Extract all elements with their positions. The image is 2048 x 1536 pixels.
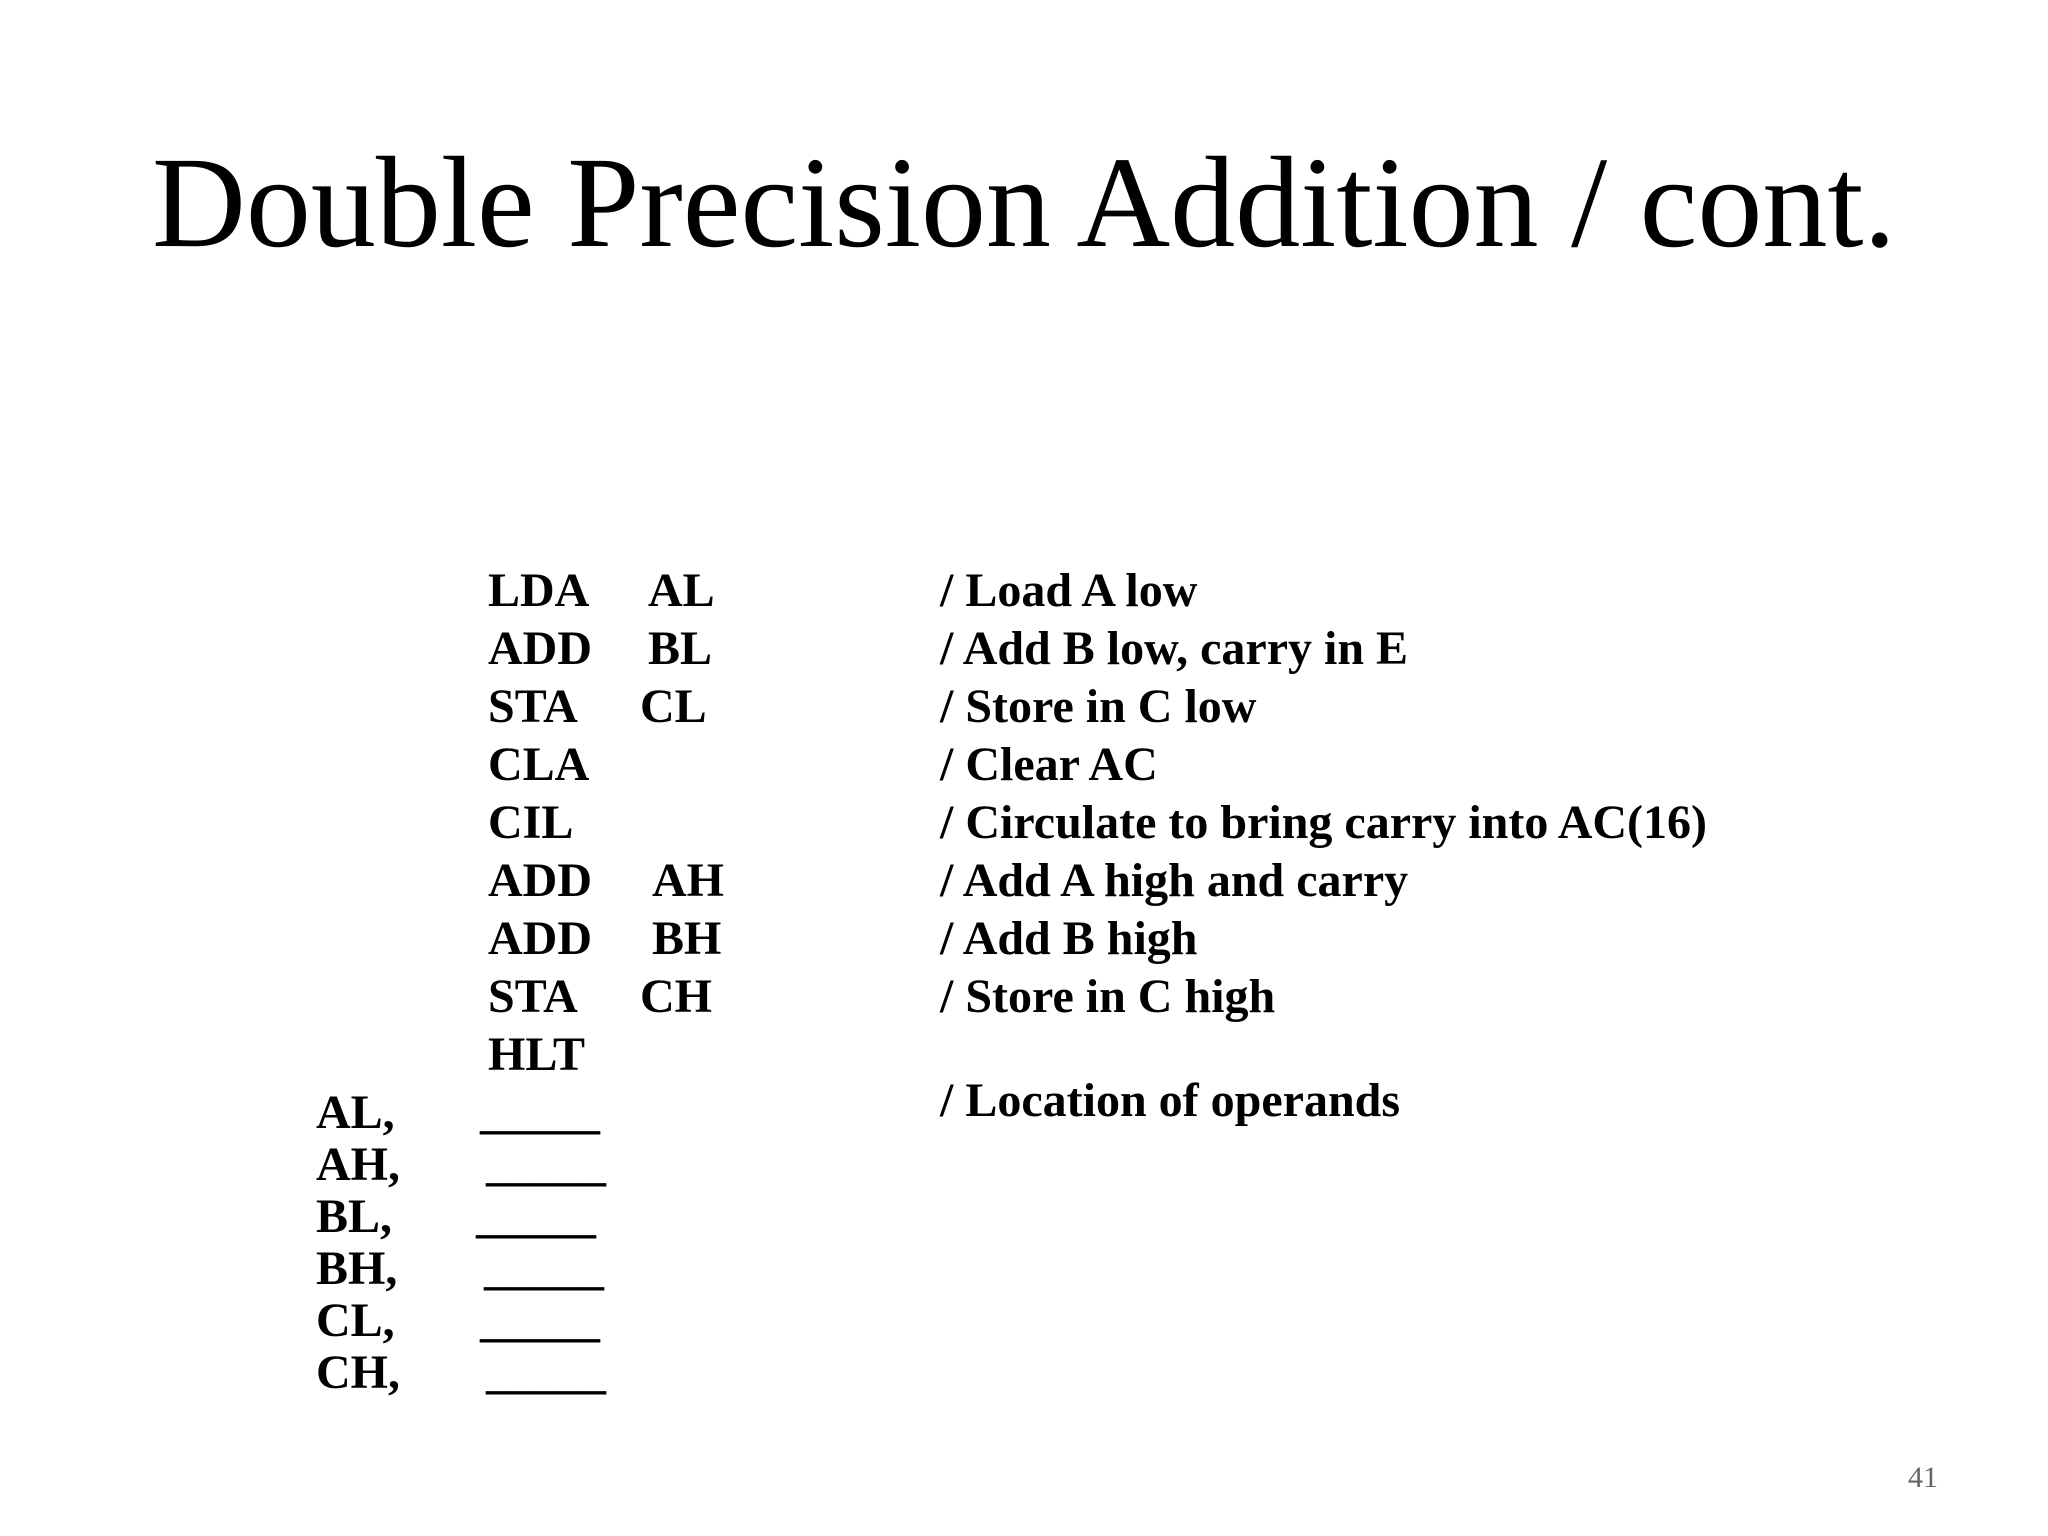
operand-location-row [0, 1294, 2048, 1348]
program-line [0, 736, 2048, 794]
opcode: LDA [488, 564, 590, 617]
operand-blank: _____ [476, 1190, 596, 1243]
comment: / Store in C high [940, 970, 1276, 1023]
operand-label: BL, [316, 1190, 393, 1243]
comment: / Add B high [940, 912, 1198, 965]
page-number: 41 [1908, 1461, 1938, 1494]
opcode: STA [488, 970, 578, 1023]
operand-location-row [0, 1242, 2048, 1296]
operand-blank: _____ [486, 1346, 606, 1399]
operand-blank: _____ [480, 1294, 600, 1347]
operand-label: AH, [316, 1138, 400, 1191]
program-line [0, 678, 2048, 736]
operand-label: CH, [316, 1346, 400, 1399]
operand-label: BH, [316, 1242, 398, 1295]
opcode: CLA [488, 738, 590, 791]
operand-location-row [0, 1086, 2048, 1140]
opcode: ADD [488, 622, 592, 675]
program-line [0, 968, 2048, 1026]
opcode: ADD [488, 912, 592, 965]
opcode: ADD [488, 854, 592, 907]
program-line [0, 852, 2048, 910]
comment: / Clear AC [940, 738, 1158, 791]
opcode: CIL [488, 796, 574, 849]
slide-title: Double Precision Addition / cont. [151, 131, 1897, 275]
operand-label: CL, [316, 1294, 395, 1347]
operand-label: AL, [316, 1086, 395, 1139]
program-line [0, 794, 2048, 852]
operand-location-row [0, 1190, 2048, 1244]
comment: / Add B low, carry in E [940, 622, 1409, 675]
program-line [0, 620, 2048, 678]
operand: AH [652, 854, 724, 907]
operand: BL [648, 622, 713, 675]
opcode: STA [488, 680, 578, 733]
operand: CL [640, 680, 707, 733]
comment: / Add A high and carry [940, 854, 1409, 907]
comment: / Store in C low [940, 680, 1257, 733]
comment: / Load A low [940, 564, 1198, 617]
operands-comment: / Location of operands [940, 1074, 1401, 1127]
opcode: HLT [488, 1028, 585, 1081]
operand: BH [652, 912, 722, 965]
program-line [0, 562, 2048, 620]
operand-blank: _____ [480, 1086, 600, 1139]
operand: CH [640, 970, 712, 1023]
comment: / Circulate to bring carry into AC(16) [940, 796, 1707, 849]
operand-blank: _____ [484, 1242, 604, 1295]
program-line [0, 910, 2048, 968]
operand-location-row [0, 1346, 2048, 1400]
operand-location-row [0, 1138, 2048, 1192]
operand: AL [648, 564, 715, 617]
operand-blank: _____ [486, 1138, 606, 1191]
